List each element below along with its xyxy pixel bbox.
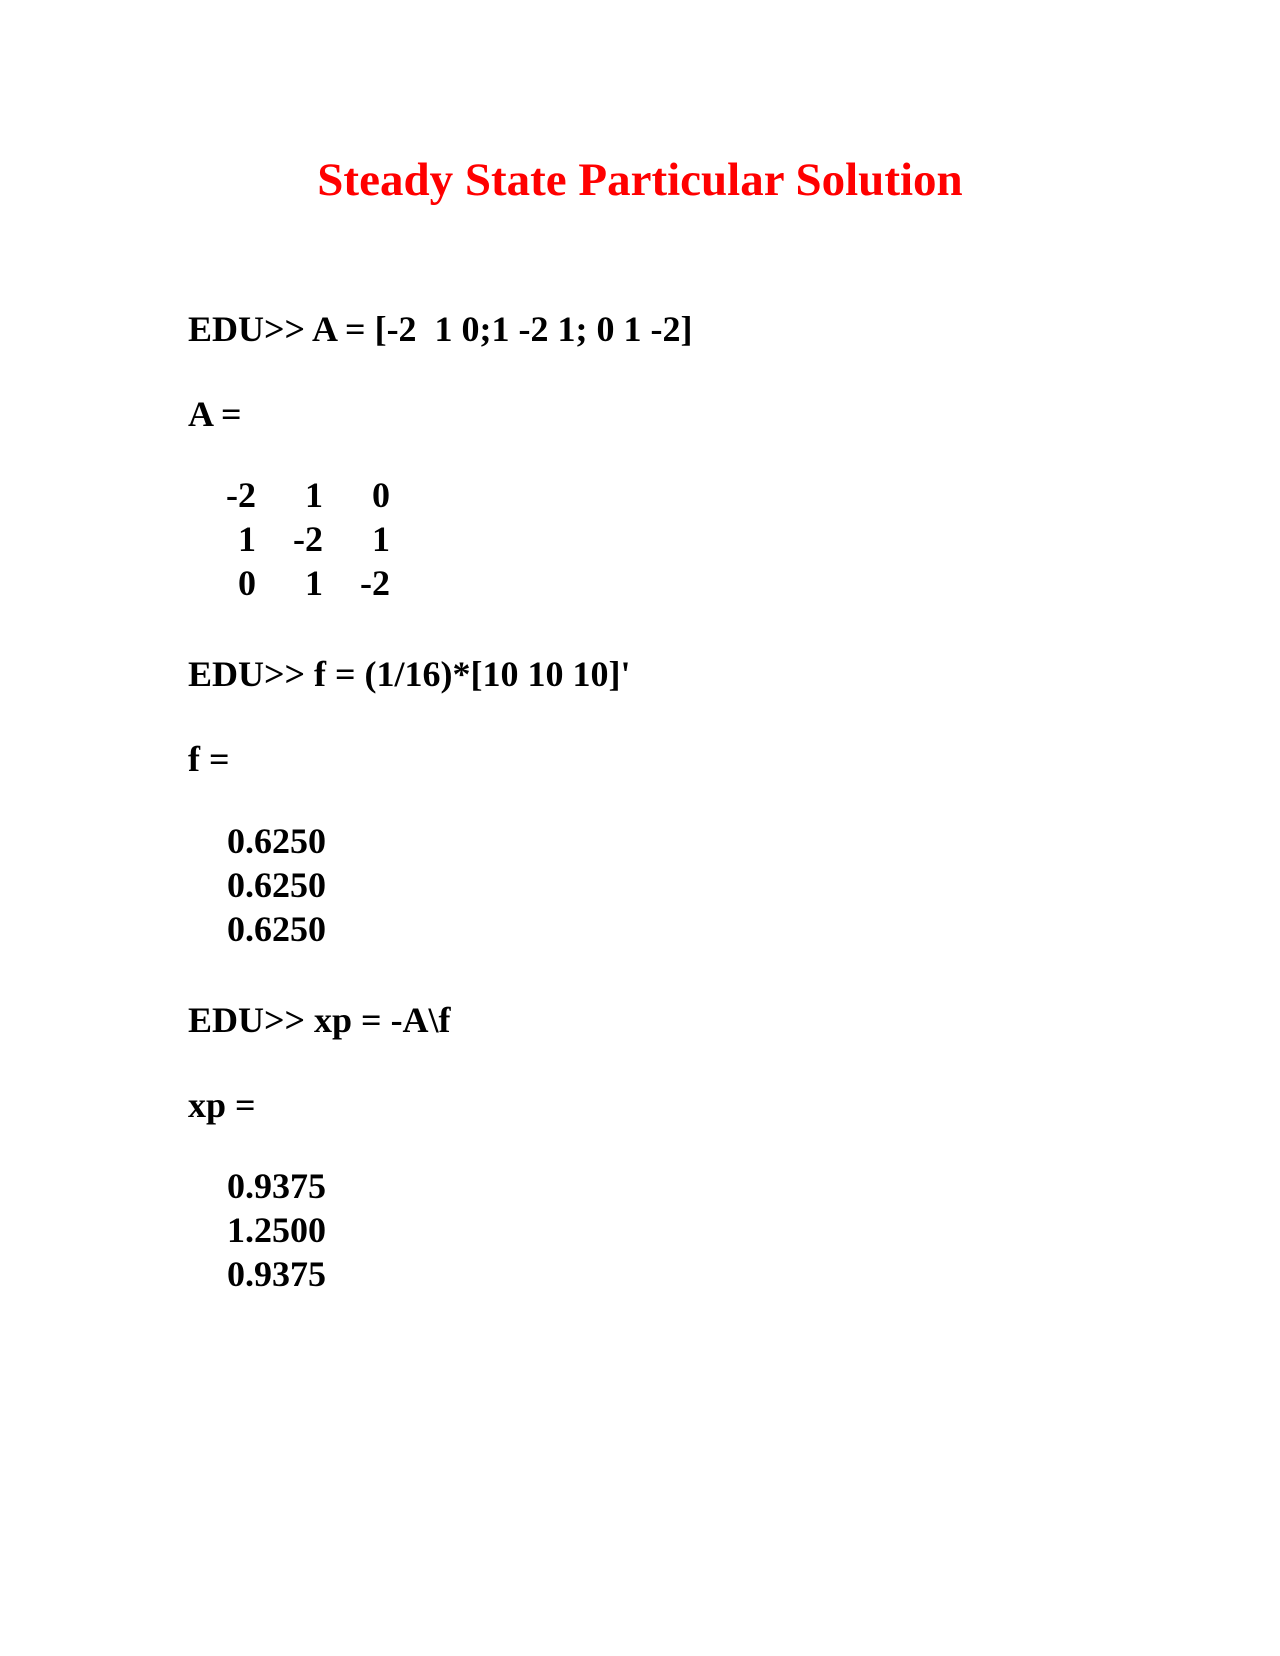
matrix-cell: 0 [238,563,256,603]
vector-value: 0.9375 [227,1254,326,1294]
matrix-row [224,561,390,605]
matrix-A [224,473,390,605]
vector-value: 1.2500 [227,1210,326,1250]
matrix-cell: -2 [226,475,256,515]
matrix-cell: -2 [293,519,323,559]
matrix-row [224,517,390,561]
matrix-cell: 0 [372,475,390,515]
matrix-row [224,473,390,517]
output-label-A: A = [188,394,242,434]
vector-value: 0.6250 [227,821,326,861]
vector-xp [227,1164,326,1296]
vector-value: 0.6250 [227,865,326,905]
matrix-cell: 1 [305,563,323,603]
matrix-cell: 1 [305,475,323,515]
vector-value: 0.6250 [227,909,326,949]
output-label-f: f = [188,739,230,779]
output-label-xp: xp = [188,1085,256,1125]
vector-f [227,819,326,951]
vector-value: 0.9375 [227,1166,326,1206]
matrix-cell: 1 [238,519,256,559]
command-line-A: EDU>> A = [-2 1 0;1 -2 1; 0 1 -2] [188,309,693,349]
command-line-f: EDU>> f = (1/16)*[10 10 10]' [188,654,631,694]
matrix-cell: 1 [372,519,390,559]
matrix-cell: -2 [360,563,390,603]
command-line-xp: EDU>> xp = -A\f [188,1000,451,1040]
page-title: Steady State Particular Solution [317,154,963,206]
